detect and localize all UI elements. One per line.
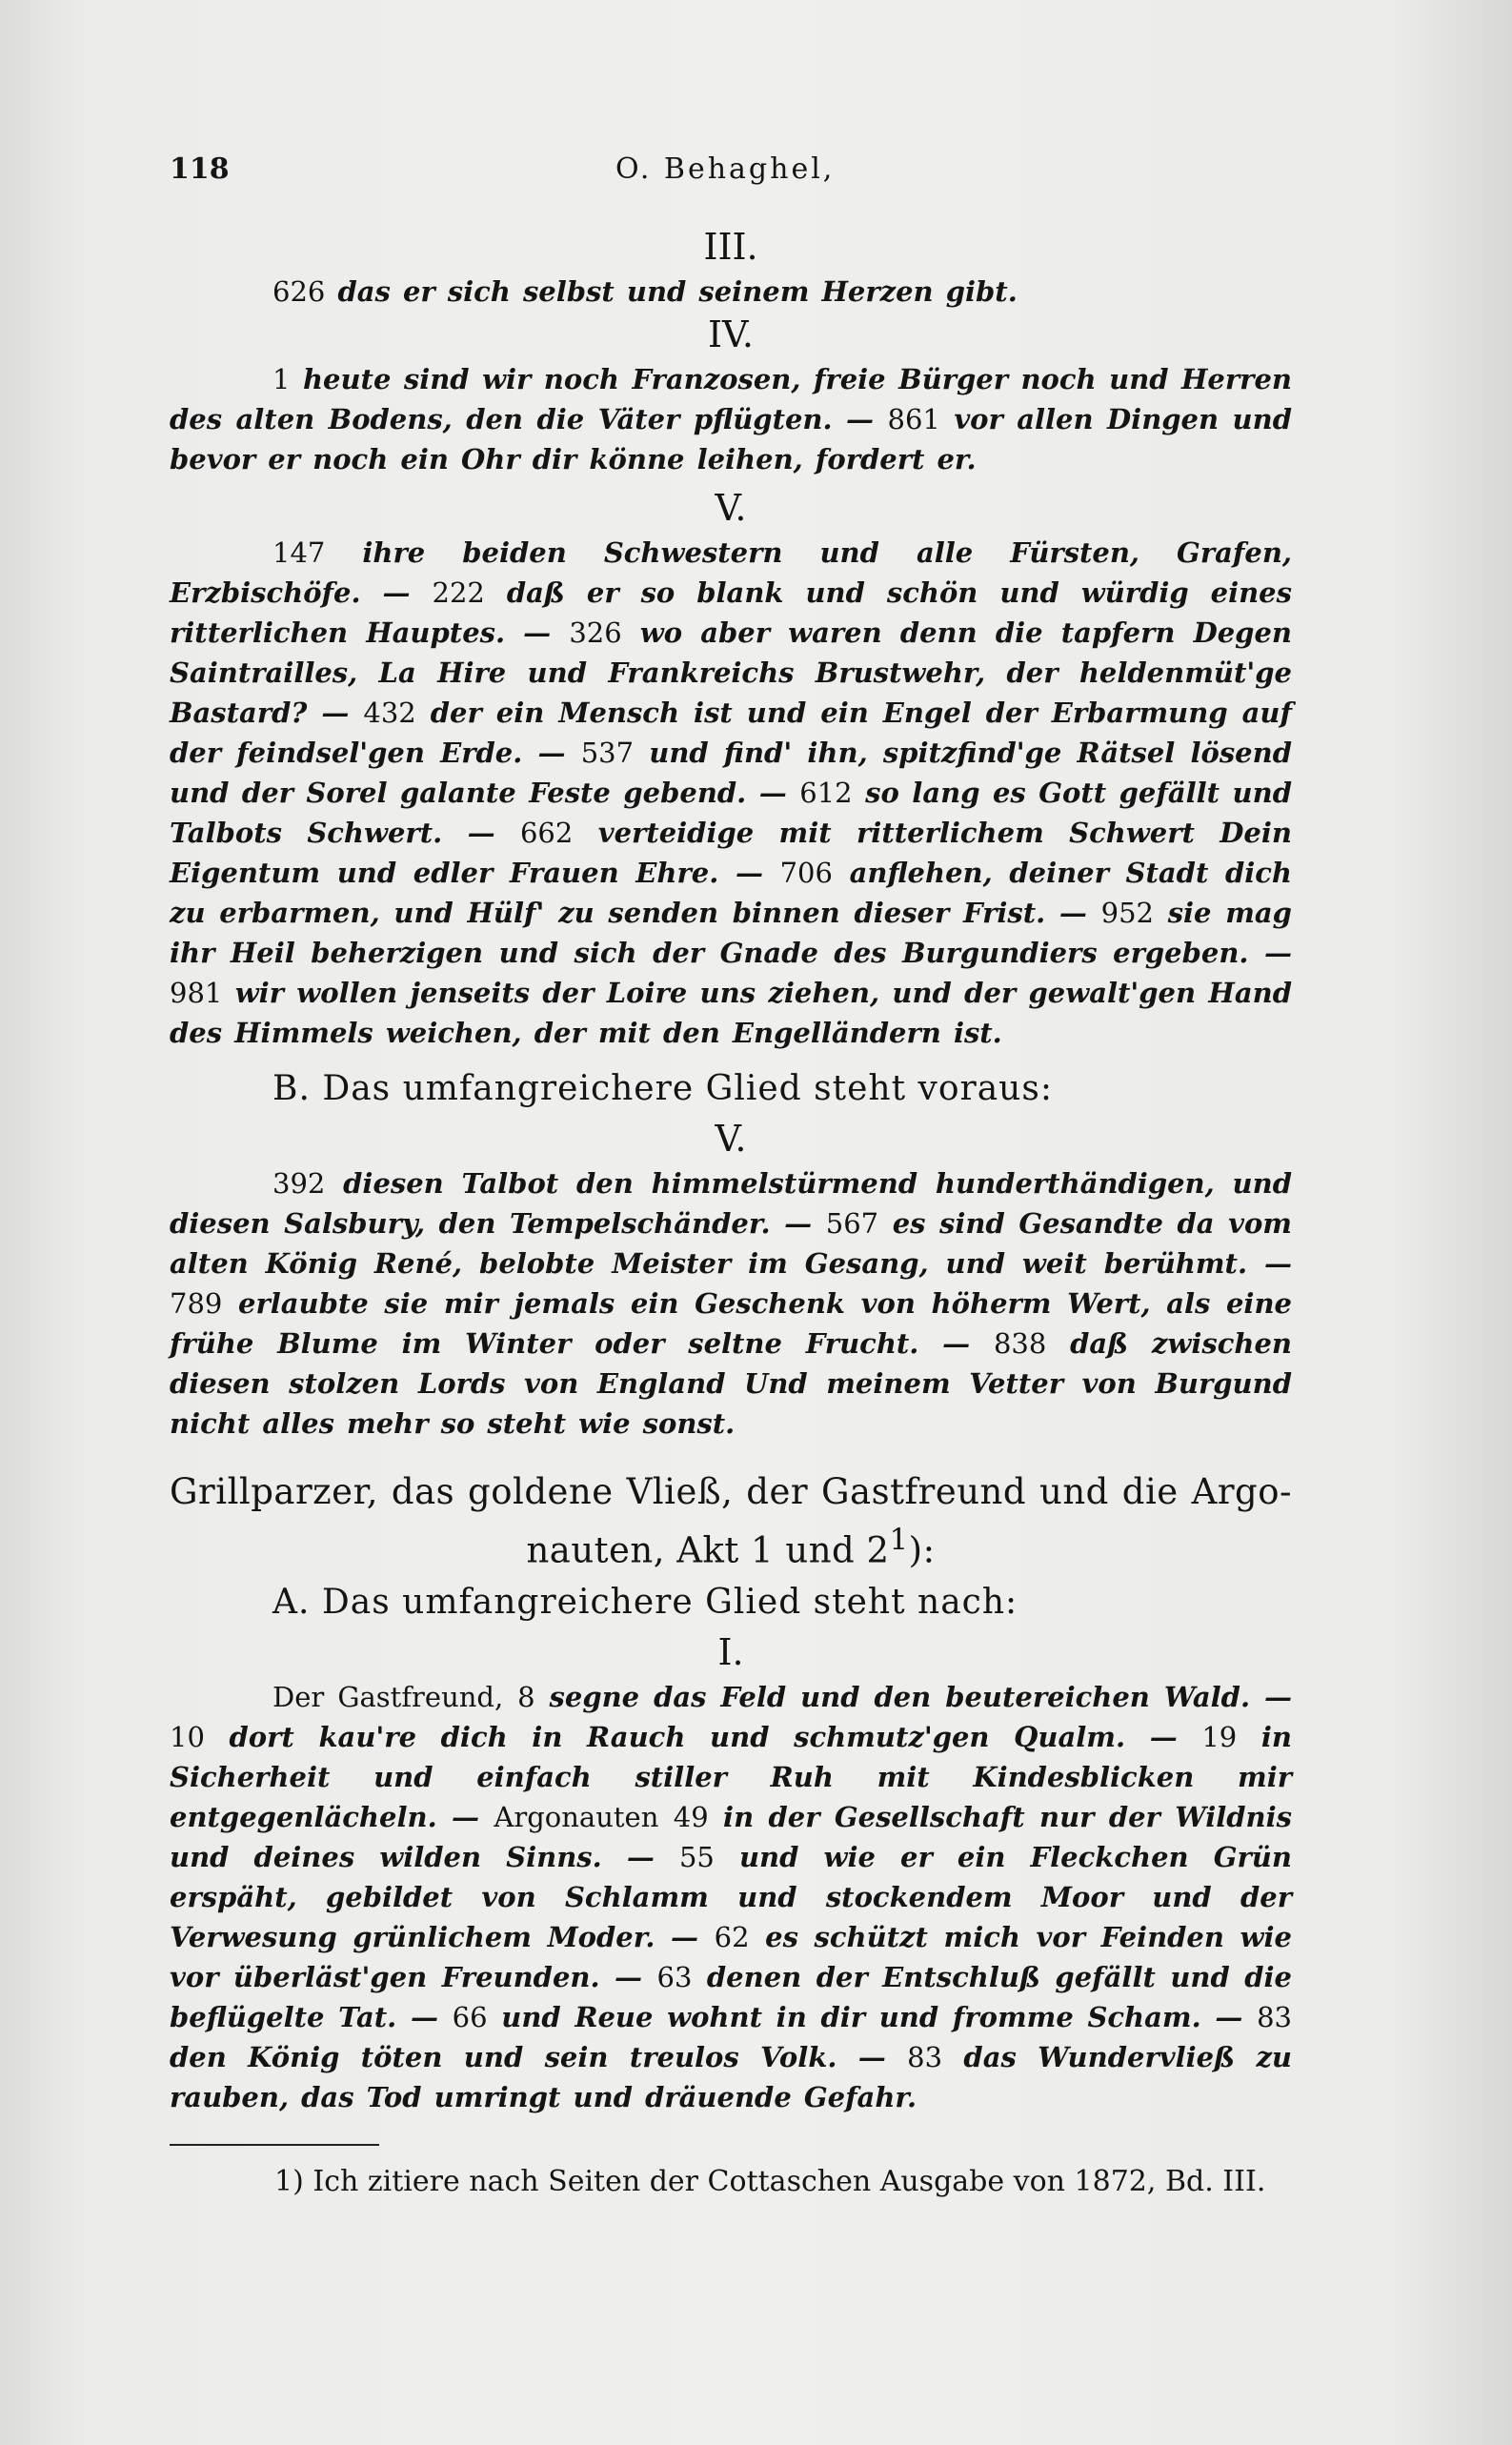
footnote-reference[interactable]: 1: [889, 1523, 909, 1557]
line-number: 55: [678, 1841, 715, 1874]
quote: den König töten und sein treulos Volk. —: [170, 2041, 886, 2074]
quote: es sind Gesandte da vom alten König René, belobte Meister im Gesang, und weit berühmt. —: [170, 1207, 1292, 1280]
quote: sie mag ihr Heil beherzigen und sich der Gnade des Burgundiers ergeben. —: [170, 897, 1292, 969]
quote: in Sicherheit und einfach stiller Ruh mit Kindesblicken mir entgegenlächeln. —: [170, 1721, 1292, 1834]
line-number: 83: [1257, 2001, 1292, 2034]
quote: wir wollen jenseits der Loire uns ziehen, und der gewalt'gen Hand des Himmels weichen, der mit den Engelländern ist.: [170, 977, 1292, 1049]
quote: heute sind wir noch Franzosen, freie Bürger noch und Herren des alten Bodens, den die Väter pflügten. —: [170, 363, 1292, 435]
quote: diesen Talbot den himmelstürmend hunderthändigen, und diesen Salsbury, den Tempelschänder. —: [170, 1167, 1292, 1240]
line-number: 537: [580, 737, 635, 769]
section-heading-a-i: I.: [717, 1631, 744, 1674]
footnote: [274, 2163, 1292, 2201]
quote: segne das Feld und den beutereichen Wald. —: [549, 1681, 1292, 1714]
paragraph-v: [170, 533, 1292, 1053]
line-number: 612: [799, 777, 853, 809]
quote: daß zwischen diesen stolzen Lords von England Und meinem Vetter von Burgund nicht alles mehr so steht wie sonst.: [170, 1327, 1292, 1440]
line-number: 789: [170, 1287, 223, 1320]
section-heading-b-v: V.: [715, 1118, 747, 1160]
work-heading-line-2: nauten, Akt 1 und 2: [526, 1529, 890, 1571]
line-number: 62: [714, 1921, 750, 1954]
quote: so lang es Gott gefällt und Talbots Schwert. —: [170, 777, 1292, 849]
quote: und find' ihn, spitzfind'ge Rätsel lösend und der Sorel galante Feste gebend. —: [170, 737, 1292, 809]
line-number: 8: [517, 1681, 535, 1714]
work-heading: [170, 1468, 1292, 1574]
quote: der ein Mensch ist und ein Engel der Erbarmung auf der feindsel'gen Erde. —: [170, 697, 1292, 769]
quote: ihre beiden Schwestern und alle Fürsten, Grafen, Erzbischöfe. —: [170, 536, 1292, 609]
line-number: 49: [673, 1801, 709, 1834]
line-number: 952: [1100, 897, 1154, 929]
quote: dort kau're dich in Rauch und schmutz'gen Qualm. —: [229, 1721, 1178, 1754]
footnote-text: Ich zitiere nach Seiten der Cottaschen Ausgabe von 1872, Bd. III.: [312, 2165, 1266, 2199]
line-number: 10: [170, 1721, 205, 1754]
footnote-marker: 1): [274, 2165, 304, 2199]
quote: in der Gesellschaft nur der Wildnis und deines wilden Sinns. —: [170, 1801, 1292, 1874]
paragraph-a-i: [170, 1677, 1292, 2117]
subheading-a: A. Das umfangreichere Glied steht nach:: [272, 1583, 1018, 1623]
line-number: 567: [825, 1207, 879, 1240]
quote: daß er so blank und schön und würdig eines ritterlichen Hauptes. —: [170, 576, 1292, 649]
line-number: 326: [569, 616, 622, 649]
line-number: 626: [272, 275, 326, 308]
quote: vor allen Dingen und bevor er noch ein Ohr dir könne leihen, fordert er.: [170, 403, 1292, 475]
line-number: 83: [907, 2041, 943, 2074]
page-header: [170, 152, 1312, 200]
quote: das er sich selbst und seinem Herzen gibt.: [337, 275, 1018, 308]
line-number: 63: [656, 1961, 693, 1994]
quote: es schützt mich vor Feinden wie vor überläst'gen Freunden. —: [170, 1921, 1292, 1994]
line-number: 706: [779, 857, 833, 889]
running-head: O. Behaghel,: [615, 152, 836, 186]
line-number: 66: [452, 2001, 488, 2034]
paragraph-iv: [170, 359, 1292, 479]
line-number: 222: [432, 576, 485, 609]
quote: verteidige mit ritterlichem Schwert Dein Eigentum und edler Frauen Ehre. —: [170, 817, 1292, 889]
page-body: [170, 224, 1292, 2201]
line-number: 662: [519, 817, 574, 849]
line-number: 19: [1201, 1721, 1238, 1754]
work-heading-line-1: Grillparzer, das goldene Vließ, der Gastfreund und die Argo-: [170, 1471, 1292, 1512]
line-number: 147: [272, 536, 326, 569]
quote: und Reue wohnt in dir und fromme Scham. —: [501, 2001, 1243, 2034]
quote: denen der Entschluß gefällt und die beflügelte Tat. —: [170, 1961, 1292, 2034]
quote: anflehen, deiner Stadt dich zu erbarmen, und Hülf' zu senden binnen dieser Frist. —: [170, 857, 1292, 929]
section-heading-iv: IV.: [708, 313, 754, 355]
paragraph-iii: [170, 272, 1292, 312]
line-number: 838: [993, 1327, 1047, 1360]
line-number: 1: [272, 363, 291, 395]
line-number: 392: [272, 1167, 326, 1200]
work-heading-tail: ):: [908, 1529, 936, 1571]
quote: erlaubte sie mir jemals ein Geschenk von höherm Wert, als eine frühe Blume im Winter oder seltne Frucht. —: [170, 1287, 1292, 1360]
paragraph-b-v: [170, 1163, 1292, 1444]
line-number: 861: [887, 403, 940, 435]
section-heading-iii: III.: [703, 226, 758, 268]
quote: das Wundervließ zu rauben, das Tod umringt und dräuende Gefahr.: [170, 2041, 1292, 2114]
section-heading-v: V.: [715, 487, 747, 529]
subheading-b: B. Das umfangreichere Glied steht voraus:: [272, 1069, 1053, 1108]
work-title: Der Gastfreund,: [272, 1681, 504, 1714]
quote: und wie er ein Fleckchen Grün erspäht, gebildet von Schlamm und stockendem Moor und der Verwesung grünlichem Moder. —: [170, 1841, 1292, 1954]
footnote-divider: [170, 2144, 379, 2146]
page-number: 118: [170, 152, 230, 186]
line-number: 432: [363, 697, 416, 729]
work-title: Argonauten: [494, 1801, 659, 1834]
quote: wo aber waren denn die tapfern Degen Saintrailles, La Hire und Frankreichs Brustwehr, der heldenmüt'ge Bastard? —: [170, 616, 1292, 729]
line-number: 981: [170, 977, 223, 1009]
